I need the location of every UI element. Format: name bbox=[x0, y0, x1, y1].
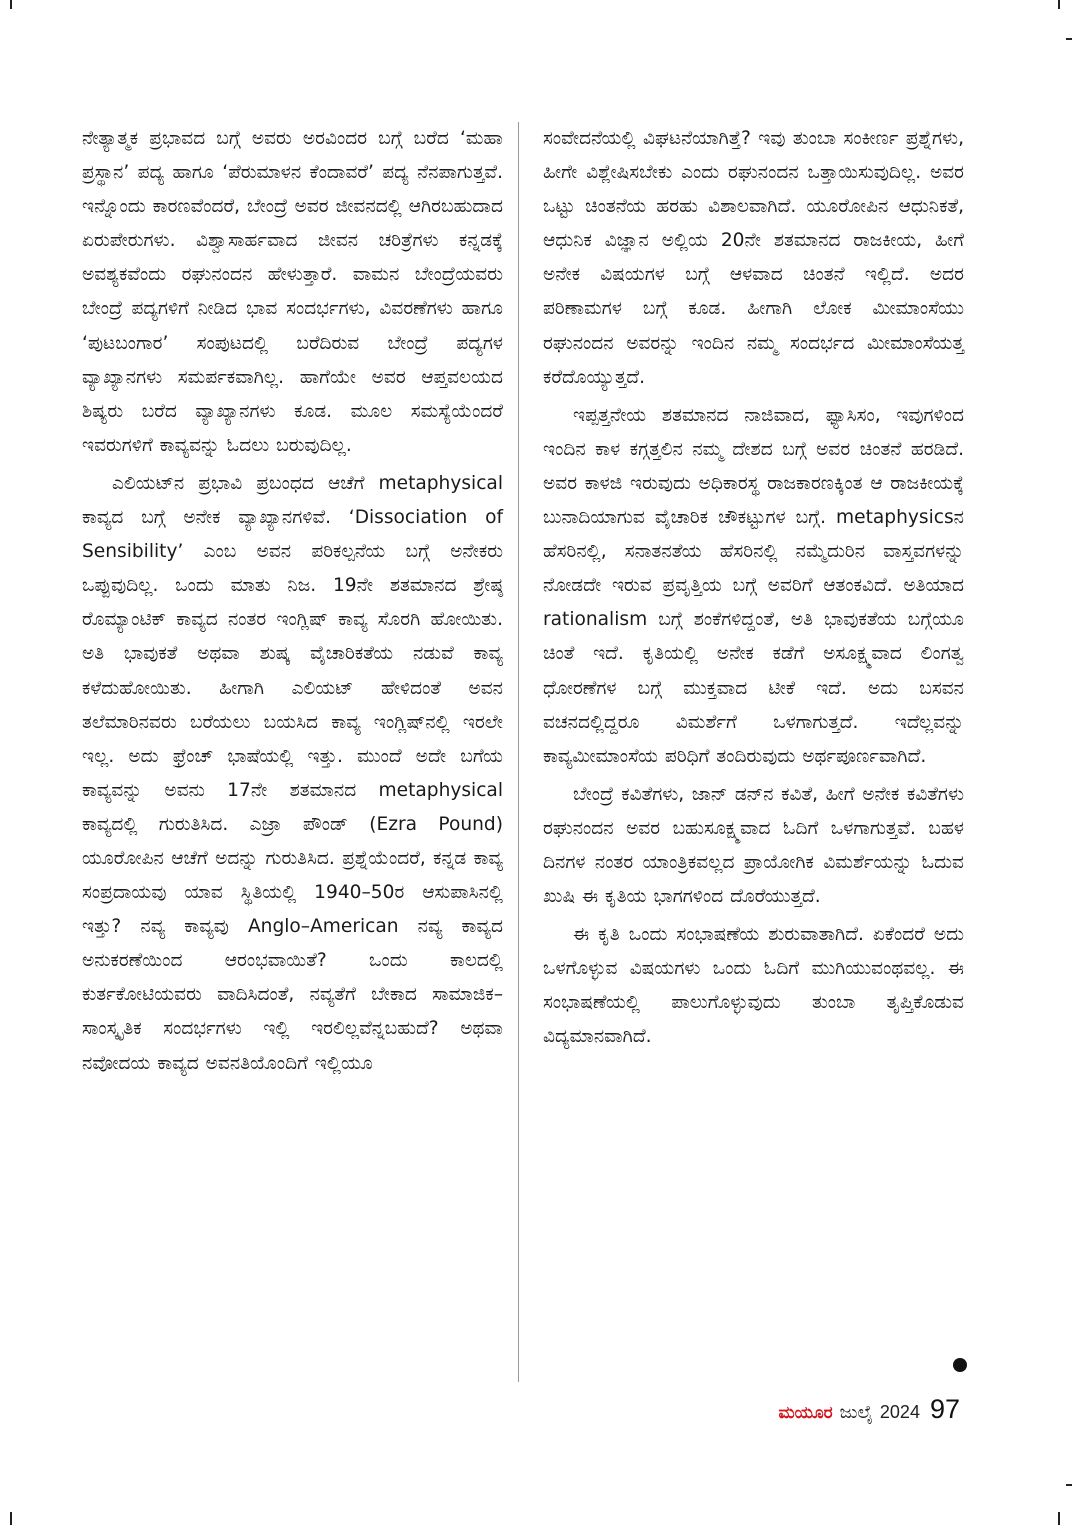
paragraph: ನೇತ್ಯಾತ್ಮಕ ಪ್ರಭಾವದ ಬಗ್ಗೆ ಅವರು ಅರವಿಂದರ ಬಗ್ಗೆ ಬರೆದ ‘ಮಹಾ ಪ್ರಸ್ಥಾನ’ ಪದ್ಯ ಹಾಗೂ ‘ಪೆರುಮಾಳನ ಕೆಂದಾವರೆ’ ಪದ್ಯ ನೆನಪಾಗುತ್ತವೆ. ಇನ್ನೊಂದು ಕಾರಣವೆಂದರೆ, ಬೇಂದ್ರೆ ಅವರ ಜೀವನದಲ್ಲಿ ಆಗಿರಬಹುದಾದ ಏರುಪೇರುಗಳು. ವಿಶ್ವಾಸಾರ್ಹವಾದ ಜೀವನ ಚರಿತ್ರೆಗಳು ಕನ್ನಡಕ್ಕೆ ಅವಶ್ಯಕವೆಂದು ರಘುನಂದನ ಹೇಳುತ್ತಾರೆ. ವಾಮನ ಬೇಂದ್ರೆಯವರು ಬೇಂದ್ರೆ ಪದ್ಯಗಳಿಗೆ ನೀಡಿದ ಭಾವ ಸಂದರ್ಭಗಳು, ವಿವರಣೆಗಳು ಹಾಗೂ ‘ಪುಟಬಂಗಾರ’ ಸಂಪುಟದಲ್ಲಿ ಬರೆದಿರುವ ಬೇಂದ್ರೆ ಪದ್ಯಗಳ ವ್ಯಾಖ್ಯಾನಗಳು ಸಮರ್ಪಕವಾಗಿಲ್ಲ. ಹಾಗೆಯೇ ಅವರ ಆಪ್ತವಲಯದ ಶಿಷ್ಯರು ಬರೆದ ವ್ಯಾಖ್ಯಾನಗಳು ಕೂಡ. ಮೂಲ ಸಮಸ್ಯೆಯೆಂದರೆ ಇವರುಗಳಿಗೆ ಕಾವ್ಯವನ್ನು ಓದಲು ಬರುವುದಿಲ್ಲ. bbox=[82, 128, 503, 456]
paragraph: ಇಪ್ಪತ್ತನೇಯ ಶತಮಾನದ ನಾಜಿವಾದ, ಫ್ಯಾಸಿಸಂ, ಇವುಗಳಿಂದ ಇಂದಿನ ಕಾಳ ಕಗ್ಗತ್ತಲಿನ ನಮ್ಮ ದೇಶದ ಬಗ್ಗೆ ಅವರ ಚಿಂತನೆ ಹರಡಿದೆ. ಅವರ ಕಾಳಜಿ ಇರುವುದು ಅಧಿಕಾರಸ್ಥ ರಾಜಕಾರಣಕ್ಕಿಂತ ಆ ರಾಜಕೀಯಕ್ಕೆ ಬುನಾದಿಯಾಗುವ ವೈಚಾರಿಕ ಚೌಕಟ್ಟುಗಳ ಬಗ್ಗೆ. metaphysicsನ ಹೆಸರಿನಲ್ಲಿ, ಸನಾತನತೆಯ ಹೆಸರಿನಲ್ಲಿ ನಮ್ಮೆದುರಿನ ವಾಸ್ತವಗಳನ್ನು ನೋಡದೇ ಇರುವ ಪ್ರವೃತ್ತಿಯ ಬಗ್ಗೆ ಅವರಿಗೆ ಆತಂಕವಿದೆ. ಅತಿಯಾದ rationalism ಬಗ್ಗೆ ಶಂಕೆಗಳಿದ್ದಂತೆ, ಅತಿ ಭಾವುಕತೆಯ ಬಗ್ಗೆಯೂ ಚಿಂತೆ ಇದೆ. ಕೃತಿಯಲ್ಲಿ ಅನೇಕ ಕಡೆಗೆ ಅಸೂಕ್ಷ್ಮವಾದ ಲಿಂಗತ್ವ ಧೋರಣೆಗಳ ಬಗ್ಗೆ ಮುಕ್ತವಾದ ಟೀಕೆ ಇದೆ. ಅದು ಬಸವನ ವಚನದಲ್ಲಿದ್ದರೂ ವಿಮರ್ಶೆಗೆ ಒಳಗಾಗುತ್ತದೆ. ಇದೆಲ್ಲವನ್ನು ಕಾವ್ಯಮೀಮಾಂಸೆಯ ಪರಿಧಿಗೆ ತಂದಿರುವುದು ಅರ್ಥಪೂರ್ಣವಾಗಿದೆ. bbox=[543, 404, 964, 767]
left-column bbox=[82, 122, 503, 1081]
column-divider bbox=[518, 122, 519, 1382]
issue-month: ಜುಲೈ bbox=[839, 1402, 873, 1423]
paragraph: ಬೇಂದ್ರೆ ಕವಿತೆಗಳು, ಜಾನ್ ಡನ್‌ನ ಕವಿತೆ, ಹೀಗೆ ಅನೇಕ ಕವಿತೆಗಳು ರಘುನಂದನ ಅವರ ಬಹುಸೂಕ್ಷ್ಮವಾದ ಓದಿಗೆ ಒಳಗಾಗುತ್ತವೆ. ಬಹಳ ದಿನಗಳ ನಂತರ ಯಾಂತ್ರಿಕವಲ್ಲದ ಪ್ರಾಯೋಗಿಕ ವಿಮರ್ಶೆಯನ್ನು ಓದುವ ಖುಷಿ ಈ ಕೃತಿಯ ಭಾಗಗಳಿಂದ ದೊರೆಯುತ್ತದೆ. bbox=[543, 783, 964, 908]
page-number: 97 bbox=[929, 1394, 960, 1424]
crop-mark-top-right bbox=[1058, 0, 1060, 9]
crop-mark-right-lower bbox=[1066, 1484, 1072, 1486]
magazine-logo: ಮಯೂರ bbox=[778, 1403, 833, 1423]
paragraph: ಎಲಿಯಟ್‌ನ ಪ್ರಭಾವಿ ಪ್ರಬಂಧದ ಆಚೆಗೆ metaphysical ಕಾವ್ಯದ ಬಗ್ಗೆ ಅನೇಕ ವ್ಯಾಖ್ಯಾನಗಳಿವೆ. ‘Dissociation of Sensibility’ ಎಂಬ ಅವನ ಪರಿಕಲ್ಪನೆಯ ಬಗ್ಗೆ ಅನೇಕರು ಒಪ್ಪುವುದಿಲ್ಲ. ಒಂದು ಮಾತು ನಿಜ. 19ನೇ ಶತಮಾನದ ಶ್ರೇಷ್ಠ ರೊಮ್ಯಾಂಟಿಕ್ ಕಾವ್ಯದ ನಂತರ ಇಂಗ್ಲಿಷ್ ಕಾವ್ಯ ಸೊರಗಿ ಹೋಯಿತು. ಅತಿ ಭಾವುಕತೆ ಅಥವಾ ಶುಷ್ಕ ವೈಚಾರಿಕತೆಯ ನಡುವೆ ಕಾವ್ಯ ಕಳೆದುಹೋಯಿತು. ಹೀಗಾಗಿ ಎಲಿಯಟ್ ಹೇಳಿದಂತೆ ಅವನ ತಲೆಮಾರಿನವರು ಬರೆಯಲು ಬಯಸಿದ ಕಾವ್ಯ ಇಂಗ್ಲಿಷ್‌ನಲ್ಲಿ ಇರಲೇ ಇಲ್ಲ. ಅದು ಫ್ರೆಂಚ್ ಭಾಷೆಯಲ್ಲಿ ಇತ್ತು. ಮುಂದೆ ಅದೇ ಬಗೆಯ ಕಾವ್ಯವನ್ನು ಅವನು 17ನೇ ಶತಮಾನದ metaphysical ಕಾವ್ಯದಲ್ಲಿ ಗುರುತಿಸಿದ. ಎಜ್ರಾ ಪೌಂಡ್ (Ezra Pound) ಯೂರೋಪಿನ ಆಚೆಗೆ ಅದನ್ನು ಗುರುತಿಸಿದ. ಪ್ರಶ್ನೆಯೆಂದರೆ, ಕನ್ನಡ ಕಾವ್ಯ ಸಂಪ್ರದಾಯವು ಯಾವ ಸ್ಥಿತಿಯಲ್ಲಿ 1940–50ರ ಆಸುಪಾಸಿನಲ್ಲಿ ಇತ್ತು? ನವ್ಯ ಕಾವ್ಯವು Anglo–American ನವ್ಯ ಕಾವ್ಯದ ಅನುಕರಣೆಯಿಂದ ಆರಂಭವಾಯಿತೆ? ಒಂದು ಕಾಲದಲ್ಲಿ ಕುರ್ತಕೋಟಿಯವರು ವಾದಿಸಿದಂತೆ, ನವ್ಯತೆಗೆ ಬೇಕಾದ ಸಾಮಾಜಿಕ–ಸಾಂಸ್ಕೃತಿಕ ಸಂದರ್ಭಗಳು ಇಲ್ಲಿ ಇರಲಿಲ್ಲವೆನ್ನಬಹುದೆ? ಅಥವಾ ನವೋದಯ ಕಾವ್ಯದ ಅವನತಿಯೊಂದಿಗೆ ಇಲ್ಲಿಯೂ bbox=[82, 472, 503, 1074]
crop-mark-right-upper bbox=[1066, 38, 1072, 40]
article-body bbox=[82, 122, 964, 1384]
paragraph: ಸಂವೇದನೆಯಲ್ಲಿ ವಿಘಟನೆಯಾಗಿತ್ತೆ? ಇವು ತುಂಬಾ ಸಂಕೀರ್ಣ ಪ್ರಶ್ನೆಗಳು, ಹೀಗೇ ವಿಶ್ಲೇಷಿಸಬೇಕು ಎಂದು ರಘುನಂದನ ಒತ್ತಾಯಿಸುವುದಿಲ್ಲ. ಅವರ ಒಟ್ಟು ಚಿಂತನೆಯ ಹರಹು ವಿಶಾಲವಾಗಿದೆ. ಯೂರೋಪಿನ ಆಧುನಿಕತೆ, ಆಧುನಿಕ ವಿಜ್ಞಾನ ಅಲ್ಲಿಯ 20ನೇ ಶತಮಾನದ ರಾಜಕೀಯ, ಹೀಗೆ ಅನೇಕ ವಿಷಯಗಳ ಬಗ್ಗೆ ಆಳವಾದ ಚಿಂತನೆ ಇಲ್ಲಿದೆ. ಅದರ ಪರಿಣಾಮಗಳ ಬಗ್ಗೆ ಕೂಡ. ಹೀಗಾಗಿ ಲೋಕ ಮೀಮಾಂಸೆಯು ರಘುನಂದನ ಅವರನ್ನು ಇಂದಿನ ನಮ್ಮ ಸಂದರ್ಭದ ಮೀಮಾಂಸೆಯತ್ತ ಕರೆದೊಯ್ಯುತ್ತದೆ. bbox=[543, 128, 964, 388]
crop-mark-bottom-left bbox=[10, 1512, 12, 1525]
page-footer bbox=[778, 1394, 960, 1425]
crop-mark-top-left bbox=[10, 0, 12, 9]
paragraph: ಈ ಕೃತಿ ಒಂದು ಸಂಭಾಷಣೆಯ ಶುರುವಾತಾಗಿದೆ. ಏಕೆಂದರೆ ಅದು ಒಳಗೊಳ್ಳುವ ವಿಷಯಗಳು ಒಂದು ಓದಿಗೆ ಮುಗಿಯುವಂಥವಲ್ಲ. ಈ ಸಂಭಾಷಣೆಯಲ್ಲಿ ಪಾಲುಗೊಳ್ಳುವುದು ತುಂಬಾ ತೃಪ್ತಿಕೊಡುವ ವಿದ್ಯಮಾನವಾಗಿದೆ. bbox=[543, 924, 964, 1048]
crop-mark-bottom-right bbox=[1058, 1512, 1060, 1525]
right-column bbox=[543, 122, 964, 1055]
issue-year: 2024 bbox=[879, 1402, 920, 1422]
article-end-bullet-icon bbox=[953, 1358, 967, 1372]
